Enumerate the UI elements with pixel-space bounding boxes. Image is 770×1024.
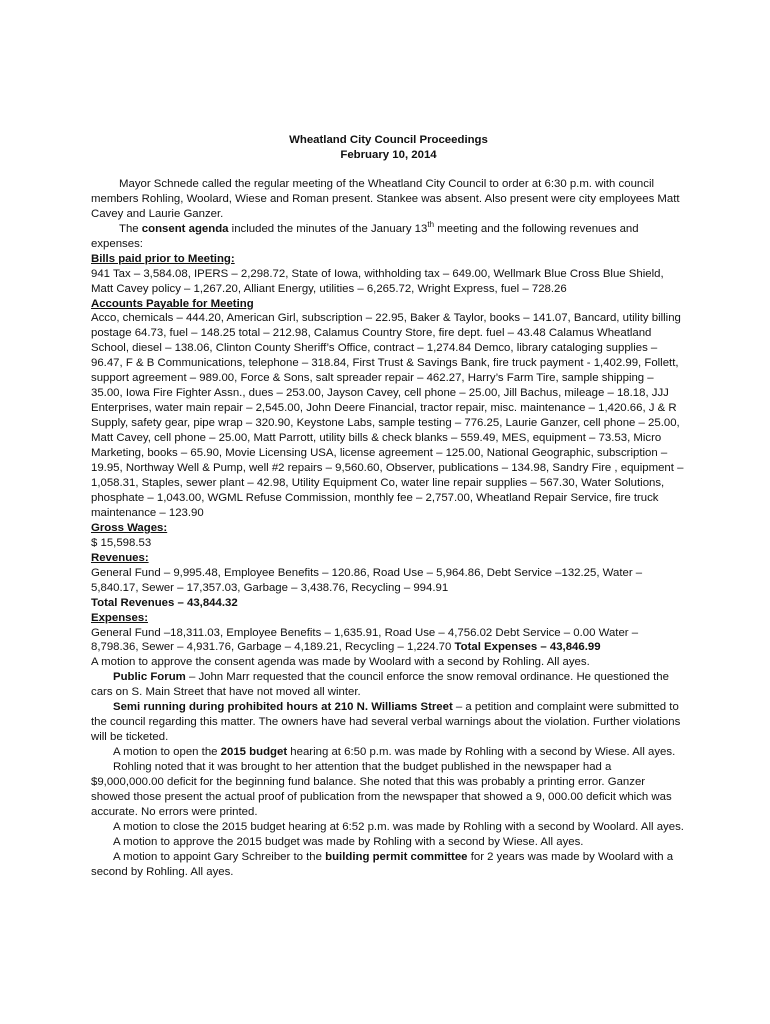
expenses-text: General Fund –18,311.03, Employee Benefits – 1,635.91, Road Use – 4,756.02 Debt Service – 0.00 Water – 8,798.36, Sewer – 4,931.76, Garbage – 4,189.21, Recycling – 1,224.70 [91,626,639,654]
gross-wages-heading: Gross Wages: [91,521,168,534]
revenues-text: General Fund – 9,995.48, Employee Benefits – 120.86, Road Use – 5,964.86, Debt Service –132.25, Water – 5,840.17, Sewer – 17,357.03, Garbage – 3,438.76, Recycling – 994.91 [91,566,643,594]
meeting-date: February 10, 2014 [340,148,437,161]
public-forum-text: – John Marr requested that the council enforce the snow removal ordinance. He questioned the cars on S. Main Street that have not moved all winter. [91,671,669,699]
consent-paragraph [91,219,686,252]
appoint-paragraph [91,850,686,880]
appoint-pre: A motion to appoint Gary Schreiber to the [113,850,326,863]
public-forum-paragraph [91,670,686,700]
appoint-post: for 2 years was made by Woolard with a second by Rohling. All ayes. [91,850,674,878]
consent-pre: The [119,222,142,235]
motion-consent: A motion to approve the consent agenda was made by Woolard with a second by Rohling. All ayes. [91,656,590,669]
bills-paid-heading: Bills paid prior to Meeting: [91,252,235,265]
rohling-note-paragraph: Rohling noted that it was brought to her attention that the budget published in the newspaper had a $9,000,000.00 deficit for the beginning fund balance. She noted that this was probably a printing error. Ganzer showed those present the actual proof of publication from the newspaper that showed a 9, 000.00 deficit which was accurate. No errors were printed. [91,761,672,818]
consent-sup: th [427,219,435,229]
consent-post: meeting and the following revenues and expenses: [91,222,639,250]
public-forum-label: Public Forum [113,671,186,684]
expenses-paragraph [91,626,686,656]
budget-close-paragraph: A motion to close the 2015 budget hearing at 6:52 p.m. was made by Rohling with a second by Woolard. All ayes. [113,820,684,833]
spacer [91,163,686,177]
accounts-payable-heading: Accounts Payable for Meeting [91,297,254,310]
document-title: Wheatland City Council Proceedings [289,134,488,146]
budget-2015-label: 2015 budget [220,746,288,759]
semi-paragraph [91,700,686,745]
revenues-heading: Revenues: [91,551,149,564]
consent-agenda-label: consent agenda [141,222,229,235]
total-revenues: Total Revenues – 43,844.32 [91,596,238,609]
budget-open-paragraph [91,745,686,760]
minutes-body [91,133,686,880]
intro-paragraph: Mayor Schnede called the regular meeting of the Wheatland City Council to order at 6:30 p.m. with council members Rohling, Woolard, Wiese and Roman present. Stankee was absent. Also present were city employees Matt Cavey and Laurie Ganzer. [91,177,680,220]
budget-open-post: hearing at 6:50 p.m. was made by Rohling with a second by Wiese. All ayes. [287,746,676,759]
budget-approve-paragraph: A motion to approve the 2015 budget was made by Rohling with a second by Wiese. All ayes. [113,835,584,848]
accounts-payable-text: Acco, chemicals – 444.20, American Girl, subscription – 22.95, Baker & Taylor, books – 141.07, Bancard, utility billing postage 64.73, fuel – 148.25 total – 212.98, Calamus Country Store, fire dept. fuel – 43.48 Calamus Wheatland School, diesel – 138.06, Clinton County Sheriff’s Office, contract – 1,274.84 Demco, library cataloging supplies – 96.47, F & B Communications, telephone – 318.84, First Trust & Savings Bank, fire truck payment - 1,402.99, Follett, support agreement – 989.00, Force & Sons, salt spreader repair – 462.27, Harry’s Farm Tire, sample shipping – 35.00, Iowa Fire Fighter Assn., dues – 253.00, Jayson Cavey, cell phone – 25.00, Jill Bachus, mileage – 18.18, JJJ Enterprises, water main repair – 2,545.00, John Deere Financial, tractor repair, misc. maintenance – 1,420.66, J & R Supply, safety gear, pipe wrap – 320.90, Keystone Labs, sample testing – 776.25, Laurie Ganzer, cell phone – 25.00, Matt Cavey, cell phone – 25.00, Matt Parrott, utility bills & check blanks – 559.49, MES, equipment – 73.53, Micro Marketing, books – 65.90, Movie Licensing USA, license agreement – 125.00, National Geographic, subscription – 19.95, Northway Well & Pump, well #2 repairs – 9,560.60, Observer, publications – 134.98, Sandry Fire , equipment – 1,058.31, Staples, sewer plant – 42.98, Utility Equipment Co, water line repair supplies – 567.30, Water Solutions, phosphate – 1,043.00, WGML Refuse Commission, monthly fee – 2,757.00, Wheatland Repair Service, fire truck maintenance – 123.90 [91,312,684,519]
semi-text: – a petition and complaint were submitted to the council regarding this matter. The owners have had several verbal warnings about the violation. Further violations will be ticketed. [91,701,681,744]
building-permit-committee-label: building permit committee [325,850,468,863]
budget-open-pre: A motion to open the [113,746,221,759]
semi-label: Semi running during prohibited hours at 210 N. Williams Street [113,701,453,714]
total-expenses: Total Expenses – 43,846.99 [454,641,601,654]
gross-wages-text: $ 15,598.53 [91,536,152,549]
consent-mid: included the minutes of the January 13 [228,222,428,235]
expenses-heading: Expenses: [91,611,148,624]
bills-paid-text: 941 Tax – 3,584.08, IPERS – 2,298.72, State of Iowa, withholding tax – 649.00, Wellmark Blue Cross Blue Shield, Matt Cavey policy – 1,267.20, Alliant Energy, utilities – 6,265.72, Wright Express, fuel – 728.26 [91,267,664,295]
